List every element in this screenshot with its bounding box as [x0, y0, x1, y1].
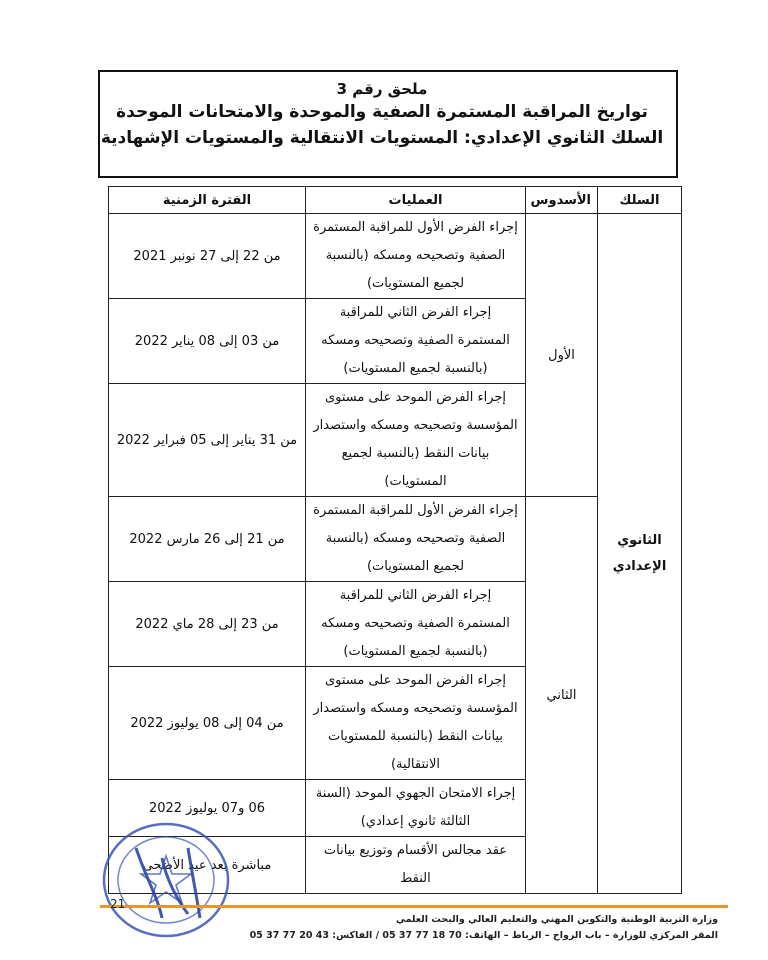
ministry-stamp-icon	[96, 818, 236, 942]
semester-cell: الثاني	[526, 497, 598, 894]
document-title: تواريخ المراقبة المستمرة الصفية والموحدة والامتحانات الموحدة	[116, 102, 648, 122]
period-cell: 06 و07 يوليوز 2022	[109, 780, 306, 837]
header-cycle: السلك	[598, 187, 682, 214]
operation-cell: إجراء الفرض الأول للمراقبة المستمرة الصفية وتصحيحه ومسكه (بالنسبة لجميع المستويات)	[306, 214, 526, 299]
period-cell: من 21 إلى 26 مارس 2022	[109, 497, 306, 582]
table-row	[109, 497, 682, 582]
table-row	[109, 214, 682, 299]
header-semester: الأسدوس	[526, 187, 598, 214]
operation-cell: إجراء الفرض الثاني للمراقبة المستمرة الصفية وتصحيحه ومسكه (بالنسبة لجميع المستويات)	[306, 582, 526, 667]
operation-cell: إجراء الفرض الثاني للمراقبة المستمرة الصفية وتصحيحه ومسكه (بالنسبة لجميع المستويات)	[306, 299, 526, 384]
operation-cell: إجراء الامتحان الجهوي الموحد (السنة الثالثة ثانوي إعدادي)	[306, 780, 526, 837]
period-cell: من 22 إلى 27 نونبر 2021	[109, 214, 306, 299]
schedule-table	[108, 186, 682, 894]
cycle-cell: الثانوي الإعدادي	[598, 214, 682, 894]
period-cell: من 04 إلى 08 يوليوز 2022	[109, 667, 306, 780]
operation-cell: عقد مجالس الأقسام وتوزيع بيانات النقط	[306, 837, 526, 894]
footer-divider	[100, 905, 728, 908]
period-cell: مباشرة بعد عيد الأضحى	[109, 837, 306, 894]
operation-cell: إجراء الفرض الأول للمراقبة المستمرة الصفية وتصحيحه ومسكه (بالنسبة لجميع المستويات)	[306, 497, 526, 582]
footer-address: المقر المركزي للوزارة – باب الرواح – الرباط – الهاتف: 70 18 77 37 05 / الفاكس: 43 20 77 37 05	[249, 930, 718, 941]
document-subtitle: السلك الثانوي الإعدادي: المستويات الانتقالية والمستويات الإشهادية	[100, 128, 664, 148]
footer-ministry: وزارة التربية الوطنية والتكوين المهني والتعليم العالي والبحث العلمي	[395, 914, 718, 925]
operation-cell: إجراء الفرض الموحد على مستوى المؤسسة وتصحيحه ومسكه واستصدار بيانات النقط (بالنسبة للمستويات الانتقالية)	[306, 667, 526, 780]
operation-cell: إجراء الفرض الموحد على مستوى المؤسسة وتصحيحه ومسكه واستصدار بيانات النقط (بالنسبة لجميع المستويات)	[306, 384, 526, 497]
title-box	[98, 70, 678, 178]
header-period: الفترة الزمنية	[109, 187, 306, 214]
page-number: 21	[110, 897, 126, 911]
annex-label: ملحق رقم 3	[336, 80, 428, 98]
period-cell: من 03 إلى 08 يناير 2022	[109, 299, 306, 384]
period-cell: من 23 إلى 28 ماي 2022	[109, 582, 306, 667]
table-header-row	[109, 187, 682, 214]
semester-cell: الأول	[526, 214, 598, 497]
period-cell: من 31 يناير إلى 05 فبراير 2022	[109, 384, 306, 497]
header-operations: العمليات	[306, 187, 526, 214]
footer-text	[250, 912, 718, 944]
